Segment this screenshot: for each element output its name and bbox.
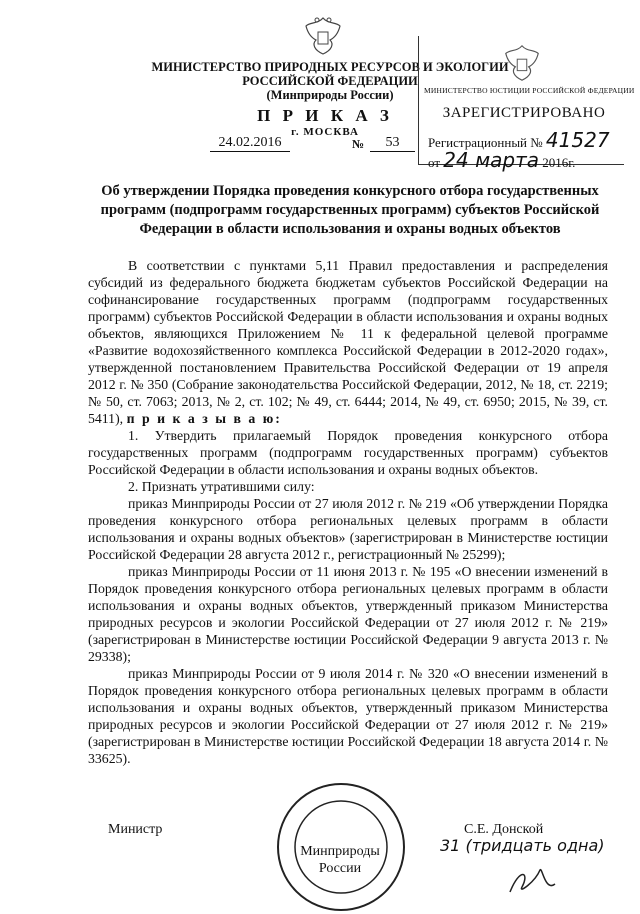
signature-scribble (500, 862, 560, 902)
paragraph-1 (88, 257, 608, 427)
ministry-line2: РОССИЙСКОЙ ФЕДЕРАЦИИ (242, 74, 418, 88)
paragraph-1-text: В соответствии с пунктами 5,11 Правил предоставления и распределения субсидий из федерального бюджета бюджетам субъектов Российской Федерации на софинансирование государственных программ (подпрограмм государственных программ) субъектов Российской Федерации в области использования и охраны водных объектов, являющихся Приложением № 11 к федеральной целевой программе «Развитие водохозяйственного комплекса Российской Федерации в 2012-2020 годах», утвержденной постановлением Правительства Российской Федерации от 19 апреля 2012 г. № 350 (Собрание законодательства Российской Федерации, 2012, № 18, ст. 2219; № 50, ст. 7063; 2013, № 2, ст. 102; № 49, ст. 6444; 2014, № 49, ст. 6950; 2015, № 39, ст. 5411), (88, 258, 608, 426)
ministry-line1: МИНИСТЕРСТВО ПРИРОДНЫХ РЕСУРСОВ И ЭКОЛОГИИ (151, 60, 509, 74)
stamp-date-prefix: от (428, 155, 441, 170)
document-date: 24.02.2016 (210, 135, 290, 152)
seal-text: Минприроды России (300, 844, 380, 876)
paragraph-5: приказ Минприроды России от 11 июня 2013 г. № 195 «О внесении изменений в Порядок проведения конкурсного отбора региональных целевых программ в области использования и охраны водных объектов, утвержденный приказом Министерства природных ресурсов и экологии Российской Федерации от 27 июля 2012 г. № 219» (зарегистрирован в Министерстве юстиции Российской Федерации 9 августа 2013 г. № 29338); (88, 564, 608, 664)
stamp-org: МИНИСТЕРСТВО ЮСТИЦИИ РОССИЙСКОЙ ФЕДЕРАЦИИ (424, 86, 635, 95)
document-title: Об утверждении Порядка проведения конкурсного отбора государственных программ (подпрограмм государственных программ) субъектов Российской Федерации в области использования и охраны водных объектов (100, 183, 600, 237)
paragraph-6: приказ Минприроды России от 9 июля 2014 г. № 320 «О внесении изменений в Порядок проведения конкурсного отбора региональных целевых программ в области использования и охраны водных объектов, утвержденный приказом Министерства природных ресурсов и экологии Российской Федерации от 27 июля 2012 г. № 219» (зарегистрирован в Министерстве юстиции Российской Федерации 18 августа 2014 г. № 33625). (88, 666, 608, 766)
signatory-name: С.Е. Донской (464, 822, 544, 837)
prikazyvayu: п р и к а з ы в а ю: (126, 411, 282, 426)
ministry-short: (Минприроды России) (266, 88, 394, 102)
stamp-status: ЗАРЕГИСТРИРОВАНО (442, 105, 606, 121)
document-body (88, 257, 608, 767)
paragraph-4: приказ Минприроды России от 27 июля 2012 г. № 219 «Об утверждении Порядка проведения конкурсного отбора региональных целевых программ в области использования и охраны водных объектов» (зарегистрирован в Министерстве юстиции Российской Федерации 28 августа 2012 г., регистрационный № 25299); (88, 496, 608, 562)
city: г. МОСКВА (291, 126, 359, 138)
stamp-year-value: 2016г. (542, 155, 576, 170)
stamp-date-value: 24 марта (443, 148, 540, 172)
stamp-reg-label: Регистрационный № (428, 135, 543, 150)
stamp-date (428, 148, 575, 172)
document-type: П Р И К А З (257, 106, 393, 125)
stamp-reg-value: 41527 (545, 128, 610, 152)
paragraph-3: 2. Признать утратившими силу: (128, 479, 315, 494)
handwritten-note: 31 (тридцать одна) (440, 836, 605, 855)
paragraph-2: 1. Утвердить прилагаемый Порядок проведения конкурсного отбора государственных программ (подпрограмм государственных программ) субъектов Российской Федерации в области использования и охраны водных объектов. (88, 428, 608, 477)
document-number: 53 (370, 135, 415, 152)
coat-of-arms-icon (300, 14, 346, 58)
number-label: № (352, 137, 365, 151)
signature-position: Министр (108, 822, 163, 837)
